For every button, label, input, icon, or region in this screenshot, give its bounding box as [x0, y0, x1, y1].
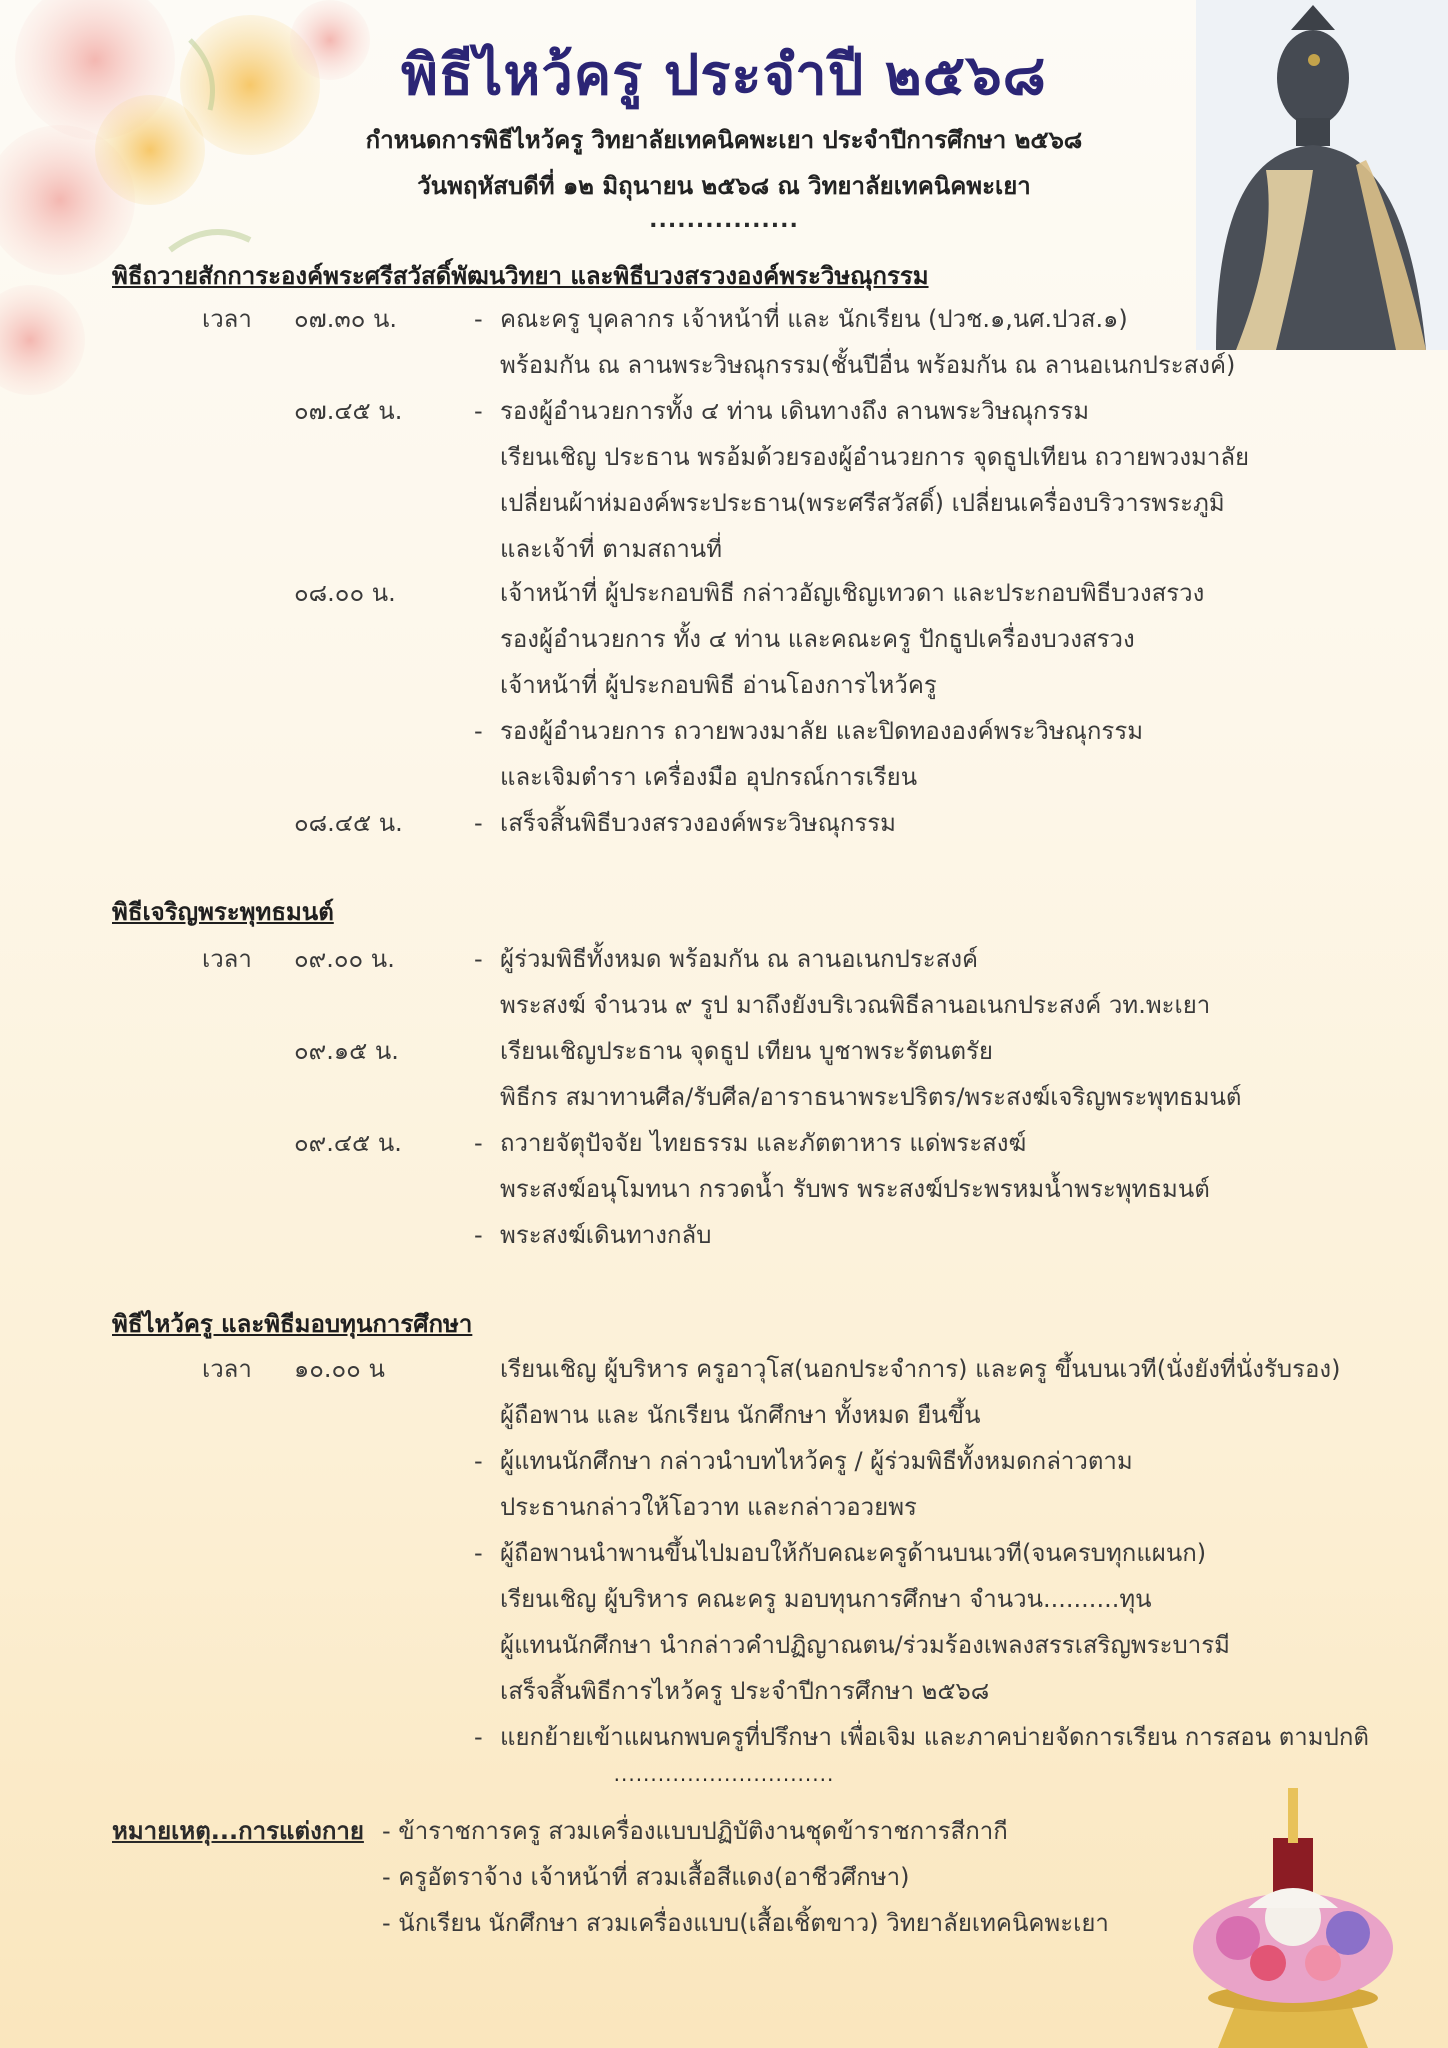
- time-0900: ๐๙.๐๐ น.: [294, 945, 395, 973]
- schedule-line: รองผู้อำนวยการ ทั้ง ๔ ท่าน และคณะครู ปักธูปเครื่องบวงสรวง: [500, 625, 1135, 653]
- schedule-line: พระสงฆ์อนุโมทนา กรวดน้ำ รับพร พระสงฆ์ประพรหมน้ำพระพุทธมนต์: [500, 1175, 1210, 1203]
- time-label: เวลา: [202, 305, 252, 333]
- schedule-line: คณะครู บุคลากร เจ้าหน้าที่ และ นักเรียน (ปวช.๑,นศ.ปวส.๑): [500, 305, 1128, 333]
- schedule-line: รองผู้อำนวยการทั้ง ๔ ท่าน เดินทางถึง ลานพระวิษณุกรรม: [500, 397, 1090, 425]
- schedule-line: ผู้แทนนักศึกษา กล่าวนำบทไหว้ครู / ผู้ร่วมพิธีทั้งหมดกล่าวตาม: [500, 1447, 1133, 1475]
- schedule-line: ผู้ถือพาน และ นักเรียน นักศึกษา ทั้งหมด ยืนขึ้น: [500, 1401, 981, 1429]
- section-title-chanting: พิธีเจริญพระพุทธมนต์: [112, 898, 334, 926]
- header-divider: ................: [649, 208, 799, 233]
- time-0945: ๐๙.๔๕ น.: [294, 1129, 402, 1157]
- bullet-dash: -: [474, 305, 483, 333]
- schedule-line: เจ้าหน้าที่ ผู้ประกอบพิธี อ่านโองการไหว้ครู: [500, 671, 937, 699]
- bullet-dash: -: [474, 1447, 483, 1475]
- dress-note-line: - ข้าราชการครู สวมเครื่องแบบปฏิบัติงานชุดข้าราชการสีกากี: [382, 1817, 1008, 1845]
- time-0800: ๐๘.๐๐ น.: [294, 579, 396, 607]
- flower-tray-icon: [1178, 1748, 1408, 2048]
- page-subtitle-date: วันพฤหัสบดีที่ ๑๒ มิถุนายน ๒๕๖๘ ณ วิทยาลัยเทคนิคพะเยา: [417, 172, 1031, 200]
- time-label: เวลา: [202, 1355, 252, 1383]
- schedule-line: และเจ้าที่ ตามสถานที่: [500, 535, 723, 563]
- schedule-line: เสร็จสิ้นพิธีการไหว้ครู ประจำปีการศึกษา ๒๕๖๘: [500, 1677, 990, 1705]
- time-1000: ๑๐.๐๐ น: [294, 1355, 385, 1383]
- time-label: เวลา: [202, 945, 252, 973]
- bullet-dash: -: [474, 1539, 483, 1567]
- time-0745: ๐๗.๔๕ น.: [294, 397, 403, 425]
- bullet-dash: -: [474, 1129, 483, 1157]
- dress-note-line: - นักเรียน นักศึกษา สวมเครื่องแบบ(เสื้อเชิ้ตขาว) วิทยาลัยเทคนิคพะเยา: [382, 1909, 1109, 1937]
- schedule-line: ถวายจัตุปัจจัย ไทยธรรม และภัตตาหาร แด่พระสงฆ์: [500, 1129, 1027, 1157]
- schedule-line: พระสงฆ์ จำนวน ๙ รูป มาถึงยังบริเวณพิธีลานอเนกประสงค์ วท.พะเยา: [500, 991, 1211, 1019]
- section-title-wai-khru: พิธีไหว้ครู และพิธีมอบทุนการศึกษา: [112, 1310, 473, 1338]
- schedule-line: แยกย้ายเข้าแผนกพบครูที่ปรึกษา เพื่อเจิม และภาคบ่ายจัดการเรียน การสอน ตามปกติ: [500, 1723, 1369, 1751]
- schedule-line: เรียนเชิญ ผู้บริหาร คณะครู มอบทุนการศึกษา จำนวน..........ทุน: [500, 1585, 1152, 1613]
- schedule-line: เรียนเชิญประธาน จุดธูป เทียน บูชาพระรัตนตรัย: [500, 1037, 993, 1065]
- schedule-line: พร้อมกัน ณ ลานพระวิษณุกรรม(ชั้นปีอื่น พร้อมกัน ณ ลานอเนกประสงค์): [500, 351, 1236, 379]
- bullet-dash: -: [474, 945, 483, 973]
- schedule-line: เจ้าหน้าที่ ผู้ประกอบพิธี กล่าวอัญเชิญเทวดา และประกอบพิธีบวงสรวง: [500, 579, 1205, 607]
- time-0915: ๐๙.๑๕ น.: [294, 1037, 399, 1065]
- schedule-line: เรียนเชิญ ประธาน พรอ้มด้วยรองผู้อำนวยการ จุดธูปเทียน ถวายพวงมาลัย: [500, 443, 1250, 471]
- time-0730: ๐๗.๓๐ น.: [294, 305, 398, 333]
- schedule-line: ผู้ถือพานนำพานขึ้นไปมอบให้กับคณะครูด้านบนเวที(จนครบทุกแผนก): [500, 1539, 1207, 1567]
- schedule-line: ผู้แทนนักศึกษา นำกล่าวคำปฏิญาณตน/ร่วมร้องเพลงสรรเสริญพระบารมี: [500, 1631, 1230, 1659]
- schedule-line: เสร็จสิ้นพิธีบวงสรวงองค์พระวิษณุกรรม: [500, 809, 896, 837]
- bullet-dash: -: [474, 1221, 483, 1249]
- bullet-dash: -: [474, 1723, 483, 1751]
- schedule-line: ผู้ร่วมพิธีทั้งหมด พร้อมกัน ณ ลานอเนกประสงค์: [500, 945, 979, 973]
- time-0845: ๐๘.๔๕ น.: [294, 809, 403, 837]
- schedule-line: ประธานกล่าวให้โอวาท และกล่าวอวยพร: [500, 1493, 917, 1521]
- section-title-worship: พิธีถวายสักการะองค์พระศรีสวัสดิ์พัฒนวิทยา และพิธีบวงสรวงองค์พระวิษณุกรรม: [112, 262, 929, 290]
- schedule-line: เรียนเชิญ ผู้บริหาร ครูอาวุโส(นอกประจำการ) และครู ขึ้นบนเวที(นั่งยังที่นั่งรับรอง): [500, 1355, 1341, 1383]
- schedule-line: พิธีกร สมาทานศีล/รับศีล/อาราธนาพระปริตร/พระสงฆ์เจริญพระพุทธมนต์: [500, 1083, 1242, 1111]
- bullet-dash: -: [474, 397, 483, 425]
- schedule-line: เปลี่ยนผ้าห่มองค์พระประธาน(พระศรีสวัสดิ์) เปลี่ยนเครื่องบริวารพระภูมิ: [500, 489, 1225, 517]
- schedule-line: พระสงฆ์เดินทางกลับ: [500, 1221, 712, 1249]
- dress-note-line: - ครูอัตราจ้าง เจ้าหน้าที่ สวมเสื้อสีแดง(อาชีวศึกษา): [382, 1863, 910, 1891]
- bottom-divider: ..............................: [613, 1762, 835, 1786]
- schedule-line: รองผู้อำนวยการ ถวายพวงมาลัย และปิดทององค์พระวิษณุกรรม: [500, 717, 1144, 745]
- page-title: พิธีไหว้ครู ประจำปี ๒๕๖๘: [401, 42, 1047, 108]
- bullet-dash: -: [474, 809, 483, 837]
- note-title: หมายเหตุ...การแต่งกาย: [112, 1817, 364, 1845]
- page-subtitle-schedule: กำหนดการพิธีไหว้ครู วิทยาลัยเทคนิคพะเยา ประจำปีการศึกษา ๒๕๖๘: [365, 126, 1083, 154]
- bullet-dash: -: [474, 717, 483, 745]
- schedule-line: และเจิมตำรา เครื่องมือ อุปกรณ์การเรียน: [500, 763, 918, 791]
